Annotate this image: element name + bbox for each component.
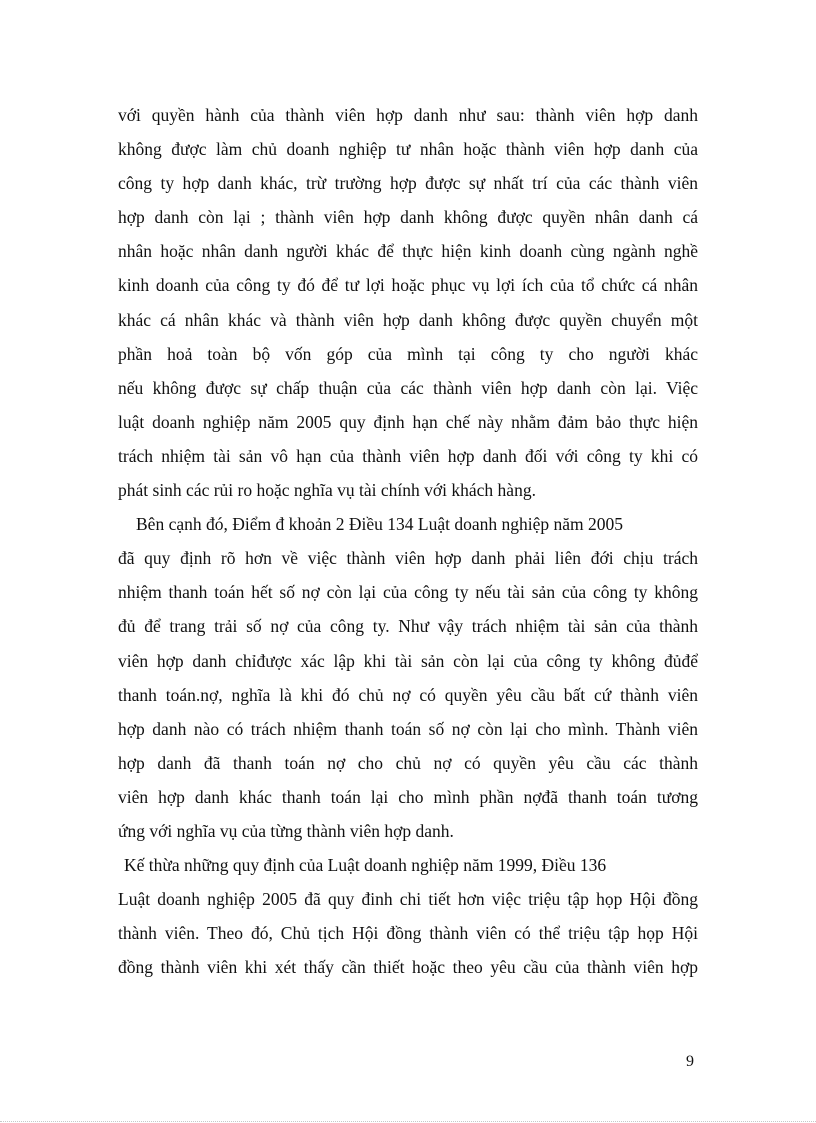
text-line: kinh doanh của công ty đó để tư lợi hoặc phục vụ lợi ích của tổ chức cá nhân [118,275,698,296]
text-line: viên hợp danh khác thanh toán lại cho mình phần nợđã thanh toán tương [118,786,698,807]
text-line: Bên cạnh đó, Điểm đ khoản 2 Điều 134 Luật doanh nghiệp năm 2005 [136,514,623,535]
text-line: không được làm chủ doanh nghiệp tư nhân hoặc thành viên hợp danh của [118,139,698,160]
body-text [118,98,698,984]
text-line: nếu không được sự chấp thuận của các thành viên hợp danh còn lại. Việc [118,377,698,398]
text-line: Luật doanh nghiệp 2005 đã quy đinh chi tiết hơn việc triệu tập họp Hội đồng [118,889,698,910]
text-line: Kế thừa những quy định của Luật doanh nghiệp năm 1999, Điều 136 [124,855,607,876]
page-number: 9 [686,1053,694,1070]
text-line: với quyền hành của thành viên hợp danh như sau: thành viên hợp danh [118,105,698,125]
text-line: viên hợp danh chỉđược xác lập khi tài sản còn lại của công ty không đủđể [118,650,698,671]
text-line: ứng với nghĩa vụ của từng thành viên hợp danh. [118,820,454,841]
text-line: hợp danh còn lại ; thành viên hợp danh không được quyền nhân danh cá [118,207,698,228]
text-line: hợp danh đã thanh toán nợ cho chủ nợ có quyền yêu cầu các thành [118,752,698,773]
text-line: thanh toán.nợ, nghĩa là khi đó chủ nợ có quyền yêu cầu bất cứ thành viên [118,684,698,705]
text-line: trách nhiệm tài sản vô hạn của thành viên hợp danh đối với công ty khi có [118,445,698,466]
text-line: đủ để trang trải số nợ của công ty. Như vậy trách nhiệm tài sản của thành [118,616,698,637]
text-line: phần hoả toàn bộ vốn góp của mình tại công ty cho người khác [118,343,698,364]
text-line: nhiệm thanh toán hết số nợ còn lại của công ty nếu tài sản của công ty không [118,582,698,603]
text-line: luật doanh nghiệp năm 2005 quy định hạn chế này nhằm đảm bảo thực hiện [118,411,698,432]
text-line: hợp danh nào có trách nhiệm thanh toán số nợ còn lại cho mình. Thành viên [118,718,698,739]
text-line: đồng thành viên khi xét thấy cần thiết hoặc theo yêu cầu của thành viên hợp [118,957,698,978]
text-line: đã quy định rõ hơn về việc thành viên hợp danh phải liên đới chịu trách [118,548,698,569]
text-line: khác cá nhân khác và thành viên hợp danh không được quyền chuyển một [118,309,698,330]
text-line: phát sinh các rủi ro hoặc nghĩa vụ tài chính với khách hàng. [118,480,536,501]
text-line: công ty hợp danh khác, trừ trường hợp được sự nhất trí của các thành viên [118,173,698,194]
text-line: nhân hoặc nhân danh người khác để thực hiện kinh doanh cùng ngành nghề [118,241,698,262]
text-line: thành viên. Theo đó, Chủ tịch Hội đồng thành viên có thể triệu tập họp Hội [118,923,698,944]
page-bottom-divider [0,1121,816,1122]
